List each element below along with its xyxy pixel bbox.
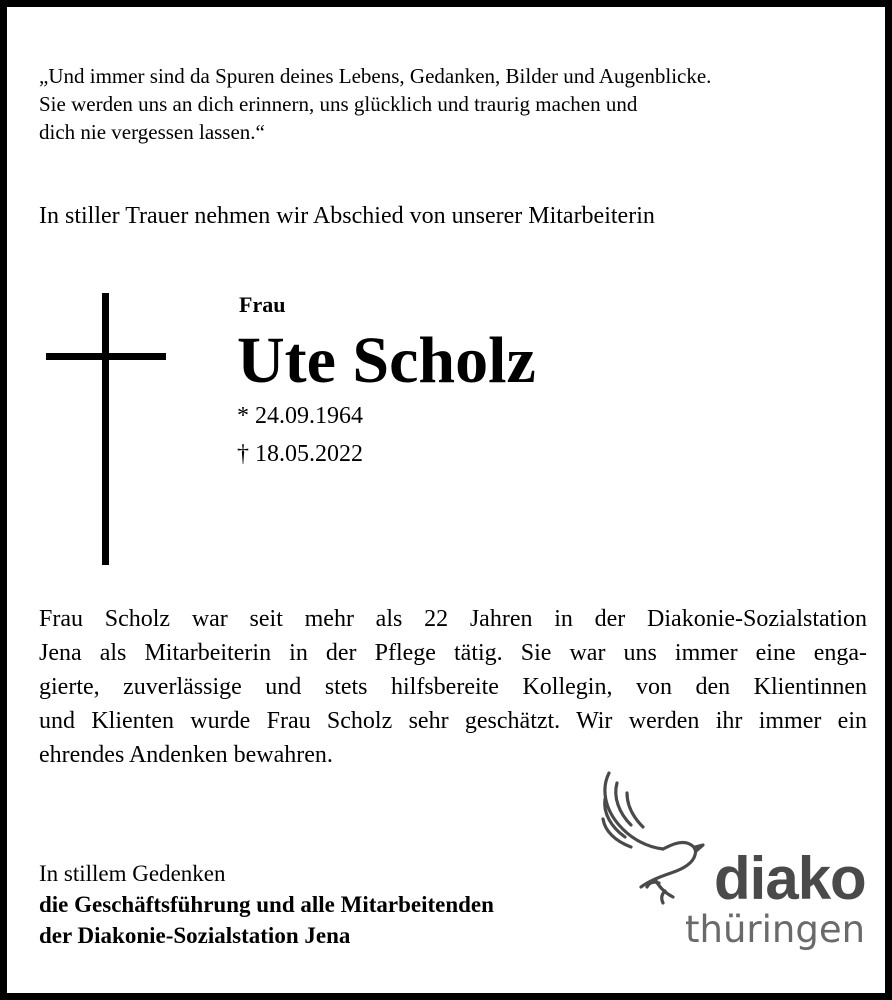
cross-vertical-bar bbox=[102, 293, 109, 565]
closing-line: In stillem Gedenken bbox=[39, 861, 226, 886]
deceased-name: Ute Scholz bbox=[237, 324, 536, 397]
memorial-quote bbox=[39, 62, 859, 146]
signatory-line: die Geschäftsführung und alle Mitarbeitenden bbox=[39, 892, 494, 917]
signatory-line: der Diakonie-Sozialstation Jena bbox=[39, 923, 351, 948]
deceased-salutation: Frau bbox=[239, 292, 286, 317]
cross-horizontal-bar bbox=[46, 353, 166, 360]
mourning-intro: In stiller Trauer nehmen wir Abschied von unserer Mitarbeiterin bbox=[39, 203, 655, 229]
quote-line: dich nie vergessen lassen.“ bbox=[39, 120, 265, 144]
tribute-line: ehrendes Andenken bewahren. bbox=[39, 742, 333, 768]
quote-line: Sie werden uns an dich erinnern, uns glücklich und traurig machen und bbox=[39, 92, 638, 116]
tribute-text bbox=[39, 602, 867, 772]
tribute-line: gierte, zuverlässige und stets hilfsbereite Kollegin, von den Klientinnen bbox=[39, 674, 867, 700]
logo-wordmark: diako bbox=[714, 845, 866, 912]
diako-logo bbox=[597, 769, 877, 969]
closing-signature bbox=[39, 858, 494, 951]
tribute-line: Jena als Mitarbeiterin in der Pflege tätig. Sie war uns immer eine enga- bbox=[39, 640, 867, 666]
tribute-line: und Klienten wurde Frau Scholz sehr geschätzt. Wir werden ihr immer ein bbox=[39, 708, 867, 734]
dove-icon bbox=[597, 769, 727, 909]
tribute-line: Frau Scholz war seit mehr als 22 Jahren in der Diakonie-Sozialstation bbox=[39, 606, 867, 632]
death-date: † 18.05.2022 bbox=[237, 441, 363, 467]
birth-date: * 24.09.1964 bbox=[237, 403, 363, 429]
quote-line: „Und immer sind da Spuren deines Lebens, Gedanken, Bilder und Augenblicke. bbox=[39, 64, 712, 88]
logo-region: thüringen bbox=[685, 908, 866, 951]
